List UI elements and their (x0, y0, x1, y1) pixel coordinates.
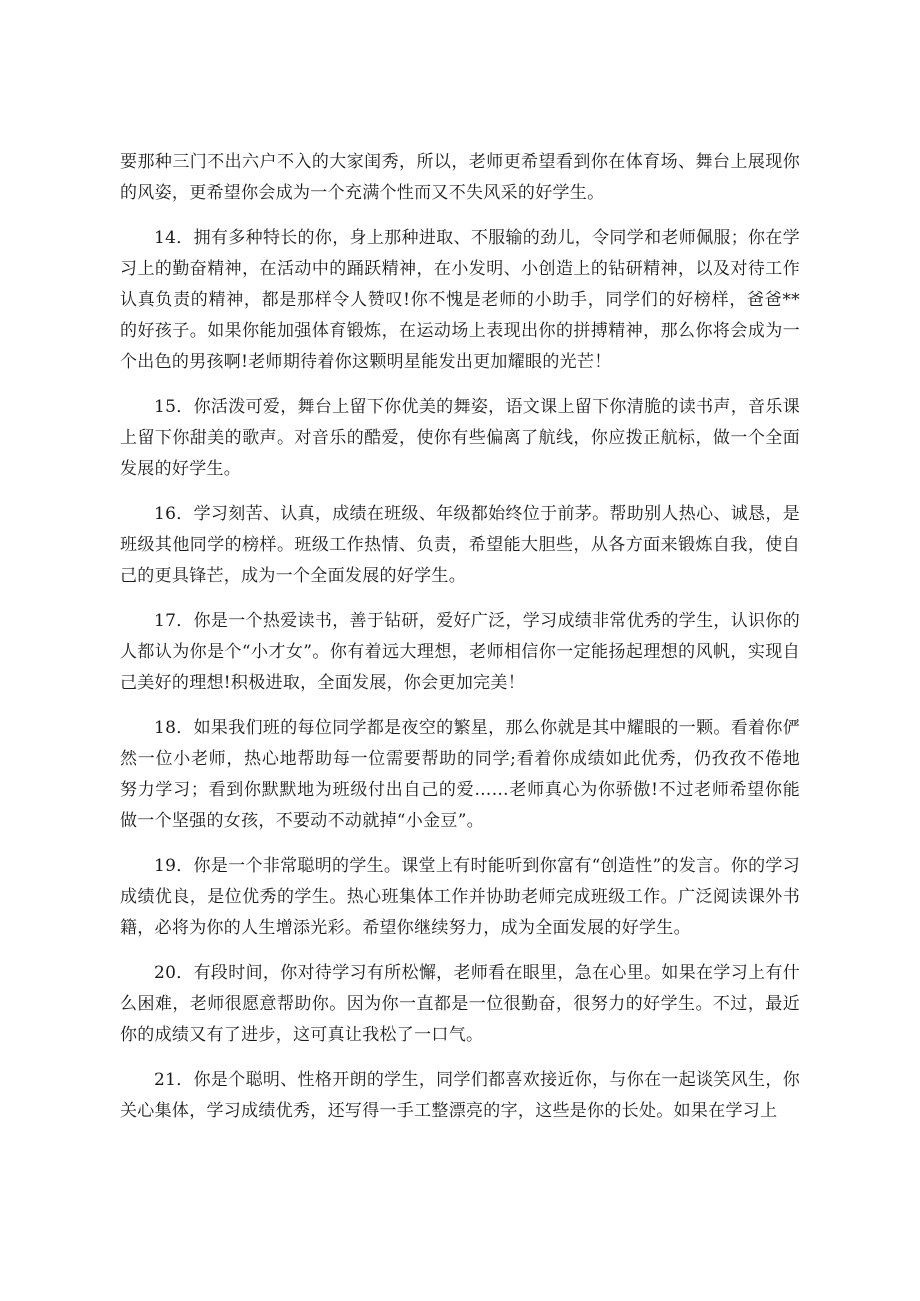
paragraph-15: 15．你活泼可爱，舞台上留下你优美的舞姿，语文课上留下你清脆的读书声，音乐课上留下你甜美的歌声。对音乐的酷爱，使你有些偏离了航线，你应拨正航标，做一个全面发展的好学生。 (120, 397, 800, 479)
paragraph-18: 18．如果我们班的每位同学都是夜空的繁星，那么你就是其中耀眼的一颗。看着你俨然一位小老师，热心地帮助每一位需要帮助的同学;看着你成绩如此优秀，仍孜孜不倦地努力学习；看到你默默地为班级付出自己的爱……老师真心为你骄傲!不过老师希望你能做一个坚强的女孩，不要动不动就掉“小金豆”。 (120, 718, 800, 831)
paragraph-14: 14．拥有多种特长的你，身上那种进取、不服输的劲儿，令同学和老师佩服；你在学习上的勤奋精神，在活动中的踊跃精神，在小发明、小创造上的钻研精神，以及对待工作认真负责的精神，都是那样令人赞叹!你不愧是老师的小助手，同学们的好榜样，爸爸**的好孩子。如果你能加强体育锻炼，在运动场上表现出你的拼搏精神，那么你将会成为一个出色的男孩啊!老师期待着你这颗明星能发出更加耀眼的光芒！ (120, 228, 800, 372)
paragraph-20: 20．有段时间，你对待学习有所松懈，老师看在眼里，急在心里。如果在学习上有什么困难，老师很愿意帮助你。因为你一直都是一位很勤奋，很努力的好学生。不过，最近你的成绩又有了进步，这可真让我松了一口气。 (120, 963, 800, 1045)
paragraph-17: 17．你是一个热爱读书，善于钻研，爱好广泛，学习成绩非常优秀的学生，认识你的人都认为你是个“小才女”。你有着远大理想，老师相信你一定能扬起理想的风帆，实现自己美好的理想!积极进取，全面发展，你会更加完美！ (120, 611, 800, 693)
paragraph-21: 21．你是个聪明、性格开朗的学生，同学们都喜欢接近你，与你在一起谈笑风生，你关心集体，学习成绩优秀，还写得一手工整漂亮的字，这些是你的长处。如果在学习上 (120, 1070, 800, 1121)
paragraph-16: 16．学习刻苦、认真，成绩在班级、年级都始终位于前茅。帮助别人热心、诚恳，是班级其他同学的榜样。班级工作热情、负责，希望能大胆些，从各方面来锻炼自我，使自己的更具锋芒，成为一个全面发展的好学生。 (120, 504, 800, 586)
paragraph-19: 19．你是一个非常聪明的学生。课堂上有时能听到你富有“创造性”的发言。你的学习成绩优良，是位优秀的学生。热心班集体工作并协助老师完成班级工作。广泛阅读课外书籍，必将为你的人生增添光彩。希望你继续努力，成为全面发展的好学生。 (120, 856, 800, 938)
document-body (120, 147, 800, 1141)
paragraph-continued: 要那种三门不出六户不入的大家闺秀，所以，老师更希望看到你在体育场、舞台上展现你的风姿，更希望你会成为一个充满个性而又不失风采的好学生。 (120, 152, 800, 203)
